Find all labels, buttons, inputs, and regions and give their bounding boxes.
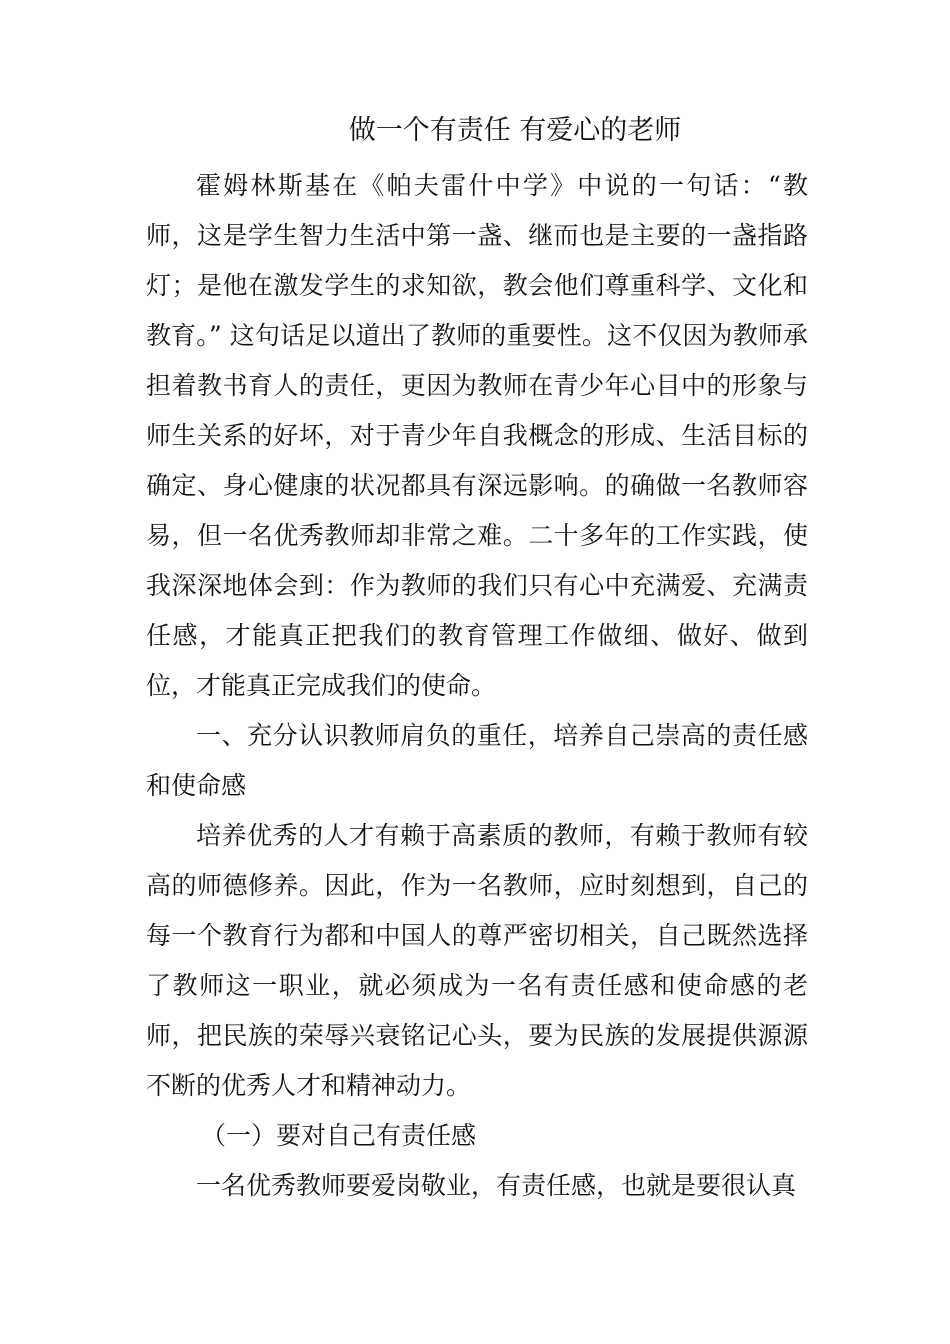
document-body xyxy=(146,161,808,1211)
paragraph-subsection-1: 一名优秀教师要爱岗敬业，有责任感，也就是要很认真 xyxy=(196,1171,797,1200)
section-heading-1: 一、充分认识教师肩负的重任，培养自己崇高的责任感和使命感 xyxy=(146,721,808,800)
document-title: 做一个有责任 有爱心的老师 xyxy=(348,115,682,146)
paragraph-intro: 霍姆林斯基在《帕夫雷什中学》中说的一句话：“教师，这是学生智力生活中第一盏、继而也是主要的一盏指路灯；是他在激发学生的求知欲，教会他们尊重科学、文化和教育。” 这句话足以道出了教师的重要性。这不仅因为教师承担着教书育人的责任，更因为教师在青少年心目中的形象与师生关系的好坏，对于青少年自我概念的形成、生活目标的确定、身心健康的状况都具有深远影响。的确做一名教师容易，但一名优秀教师却非常之难。二十多年的工作实践，使我深深地体会到：作为教师的我们只有心中充满爱、充满责任感，才能真正把我们的教育管理工作做细、做好、做到位，才能真正完成我们的使命。 xyxy=(146,171,808,700)
subsection-heading-1: （一）要对自己有责任感 xyxy=(201,1121,477,1150)
paragraph-section-1: 培养优秀的人才有赖于高素质的教师，有赖于教师有较高的师德修养。因此，作为一名教师，应时刻想到，自己的每一个教育行为都和中国人的尊严密切相关，自己既然选择了教师这一职业，就必须成为一名有责任感和使命感的老师，把民族的荣辱兴衰铭记心头，要为民族的发展提供源源不断的优秀人才和精神动力。 xyxy=(146,821,808,1100)
